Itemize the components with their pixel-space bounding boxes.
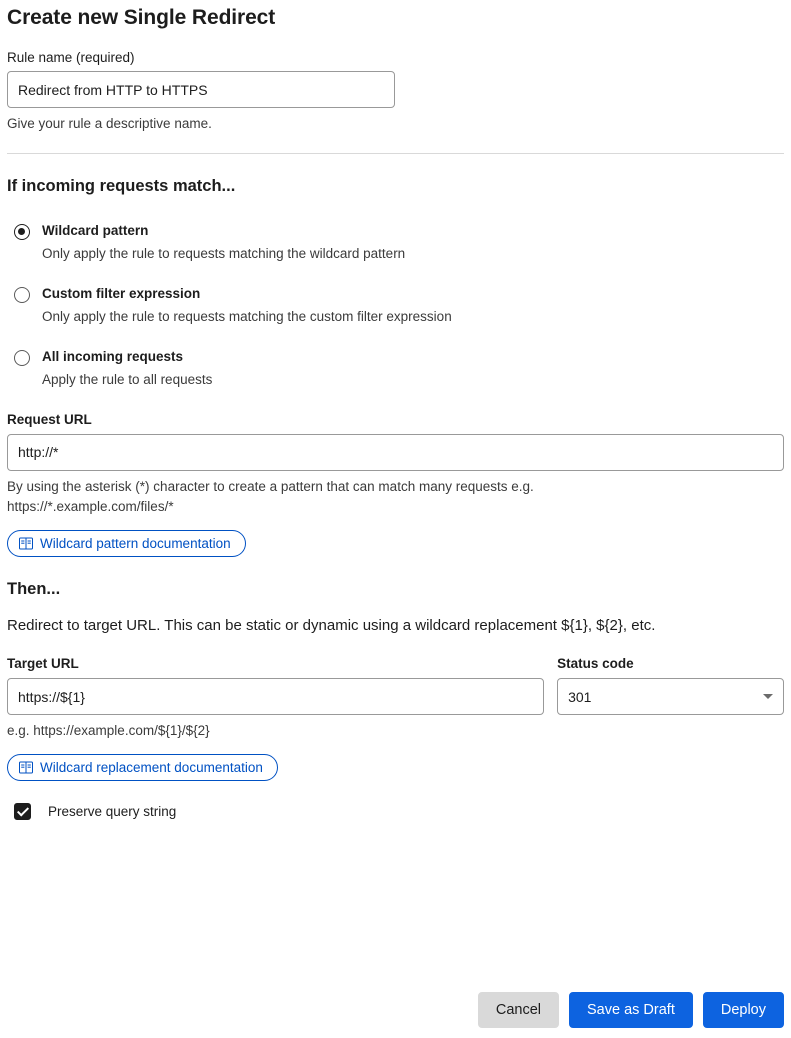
- radio-label-custom-filter-expression: Custom filter expression: [42, 286, 201, 302]
- save-as-draft-button[interactable]: Save as Draft: [569, 992, 693, 1028]
- form-actions: [478, 992, 784, 1028]
- wildcard-pattern-documentation-label: Wildcard pattern documentation: [40, 535, 231, 551]
- rule-name-label: Rule name (required): [7, 50, 135, 65]
- section-divider: [7, 153, 784, 154]
- cancel-button[interactable]: Cancel: [478, 992, 559, 1028]
- deploy-button[interactable]: Deploy: [703, 992, 784, 1028]
- match-radio-group: [7, 222, 784, 388]
- create-single-redirect-form: [0, 6, 791, 1038]
- match-section-title: If incoming requests match...: [7, 177, 236, 196]
- request-url-input[interactable]: [7, 434, 784, 471]
- request-url-help-line2: https://*.example.com/files/*: [7, 498, 174, 514]
- target-url-help: e.g. https://example.com/${1}/${2}: [7, 723, 210, 739]
- target-url-field: [7, 656, 544, 740]
- target-and-status-row: [7, 656, 784, 740]
- book-icon: [19, 761, 33, 774]
- preserve-query-string-row[interactable]: [7, 803, 784, 820]
- preserve-query-string-label: Preserve query string: [48, 804, 177, 820]
- radio-icon-unselected[interactable]: [14, 287, 30, 303]
- status-code-field: [557, 656, 784, 740]
- wildcard-pattern-documentation-link[interactable]: [7, 530, 246, 557]
- request-url-label: Request URL: [7, 411, 92, 427]
- radio-desc-wildcard-pattern: Only apply the rule to requests matching the wildcard pattern: [42, 245, 406, 261]
- status-code-select-wrap: [557, 678, 784, 715]
- radio-icon-selected[interactable]: [14, 224, 30, 240]
- rule-name-help: Give your rule a descriptive name.: [7, 116, 212, 131]
- status-code-label: Status code: [557, 656, 634, 672]
- radio-label-all-incoming-requests: All incoming requests: [42, 349, 184, 365]
- target-url-label: Target URL: [7, 656, 79, 672]
- wildcard-replacement-documentation-link[interactable]: [7, 754, 278, 781]
- book-icon: [19, 537, 33, 550]
- radio-desc-all-incoming-requests: Apply the rule to all requests: [42, 371, 213, 387]
- then-section-description: Redirect to target URL. This can be static or dynamic using a wildcard replacement ${1}, ${2}, etc.: [7, 616, 656, 634]
- rule-name-input[interactable]: [7, 71, 395, 108]
- wildcard-replacement-documentation-label: Wildcard replacement documentation: [40, 760, 263, 776]
- radio-option-custom-filter-expression[interactable]: [7, 285, 784, 325]
- radio-label-wildcard-pattern: Wildcard pattern: [42, 223, 149, 239]
- target-url-input[interactable]: [7, 678, 544, 715]
- radio-option-all-incoming-requests[interactable]: [7, 348, 784, 388]
- radio-desc-custom-filter-expression: Only apply the rule to requests matching the custom filter expression: [42, 308, 452, 324]
- status-code-select[interactable]: [557, 678, 784, 715]
- checkbox-icon-checked[interactable]: [14, 803, 31, 820]
- page-title: Create new Single Redirect: [7, 6, 276, 29]
- then-section-title: Then...: [7, 579, 61, 598]
- request-url-help-line1: By using the asterisk (*) character to create a pattern that can match many requests e.g.: [7, 478, 534, 494]
- radio-icon-unselected[interactable]: [14, 350, 30, 366]
- radio-option-wildcard-pattern[interactable]: [7, 222, 784, 262]
